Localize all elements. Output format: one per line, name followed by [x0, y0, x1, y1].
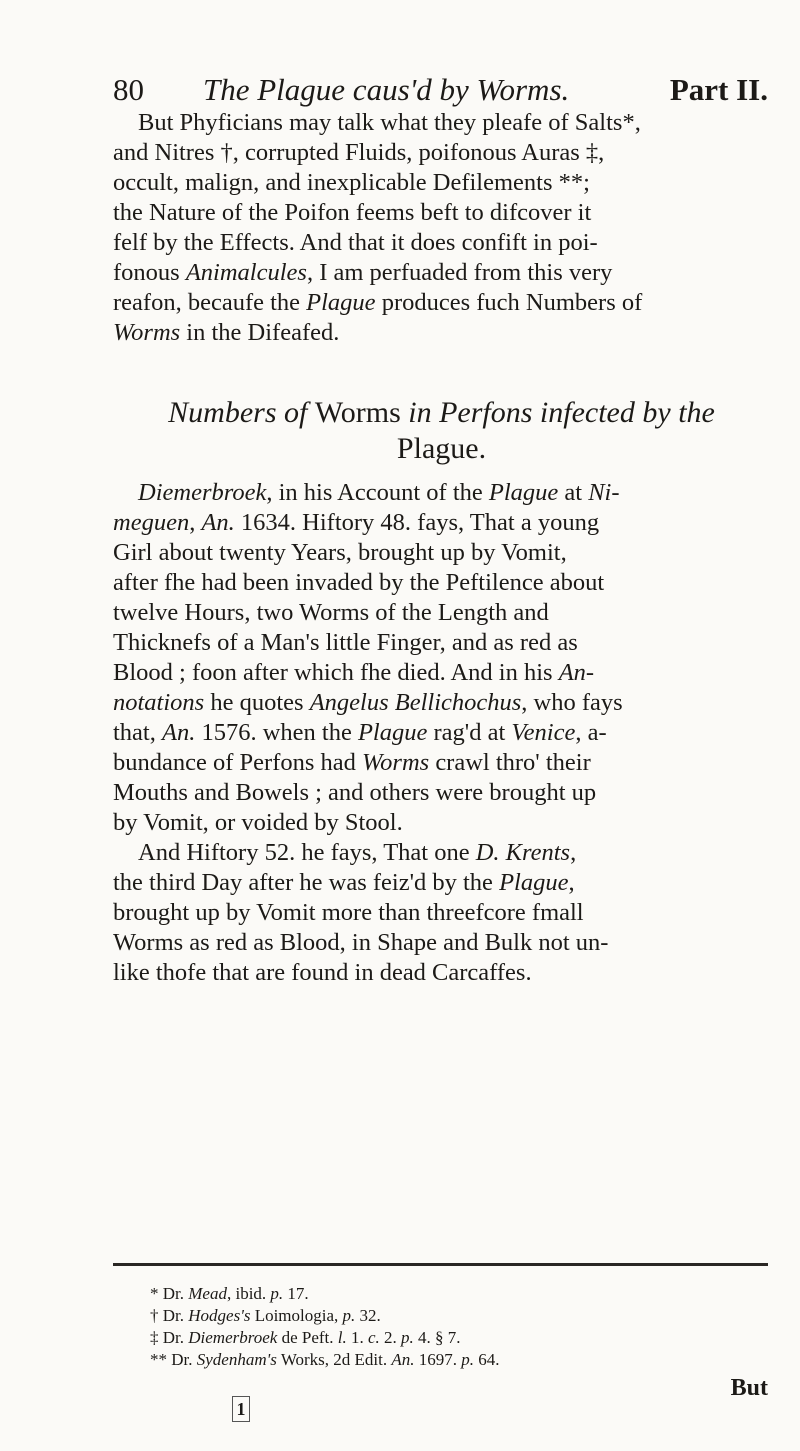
part-label: Part II.: [669, 72, 768, 107]
catchword: But: [730, 1375, 768, 1401]
text-line: And Hiftory 52. he fays, That one D. Krents, the third Day after he was feiz'd by the Plague, brought up by Vomit more than threefcore fmall Worms as red as Blood, in Shape and Bulk not un- like thofe that are found in dead Carcaffes.: [113, 839, 609, 986]
footnote-rule: [113, 1263, 768, 1266]
signature-mark: 1: [232, 1396, 250, 1422]
footnote: * Dr. Mead, ibid. p. 17.: [150, 1284, 309, 1303]
page-number: 80: [113, 72, 144, 107]
footnote: ** Dr. Sydenham's Works, 2d Edit. An. 1697. p. 64.: [150, 1350, 500, 1369]
footnotes: [150, 1283, 770, 1371]
footnote: ‡ Dr. Diemerbroek de Peft. l. 1. c. 2. p. 4. § 7.: [150, 1328, 461, 1347]
running-title: The Plague caus'd by Worms.: [203, 72, 570, 107]
paragraph-body: [113, 478, 770, 988]
footnote: † Dr. Hodges's Loimologia, p. 32.: [150, 1306, 381, 1325]
text-line: Diemerbroek, in his Account of the Plague at Ni- meguen, An. 1634. Hiftory 48. fays, That a young Girl about twenty Years, brought up by Vomit, after fhe had been invaded by the Peftilence about twelve Hours, two Worms of the Length and Thicknefs of a Man's little Finger, and as red as Blood ; foon after which fhe died. And in his An- notations he quotes Angelus Bellichochus, who fays that, An. 1576. when the Plague rag'd at Venice, a- bundance of Perfons had Worms crawl thro' their Mouths and Bowels ; and others were brought up by Vomit, or voided by Stool.: [113, 479, 623, 836]
running-header: [113, 70, 768, 110]
section-heading: Numbers of Worms in Perfons infected by the Plague.: [168, 396, 715, 465]
text-line: But Phyficians may talk what they pleafe of Salts*, and Nitres †, corrupted Fluids, poifonous Auras ‡, occult, malign, and inexplicable Defilements **; the Nature of the Poifon feems beft to difcover it felf by the Effects. And that it does confift in poi- fonous Animalcules, I am perfuaded from this very reafon, becaufe the Plague produces fuch Numbers of Worms in the Difeafed.: [113, 109, 643, 346]
paragraph-intro: [113, 108, 770, 348]
